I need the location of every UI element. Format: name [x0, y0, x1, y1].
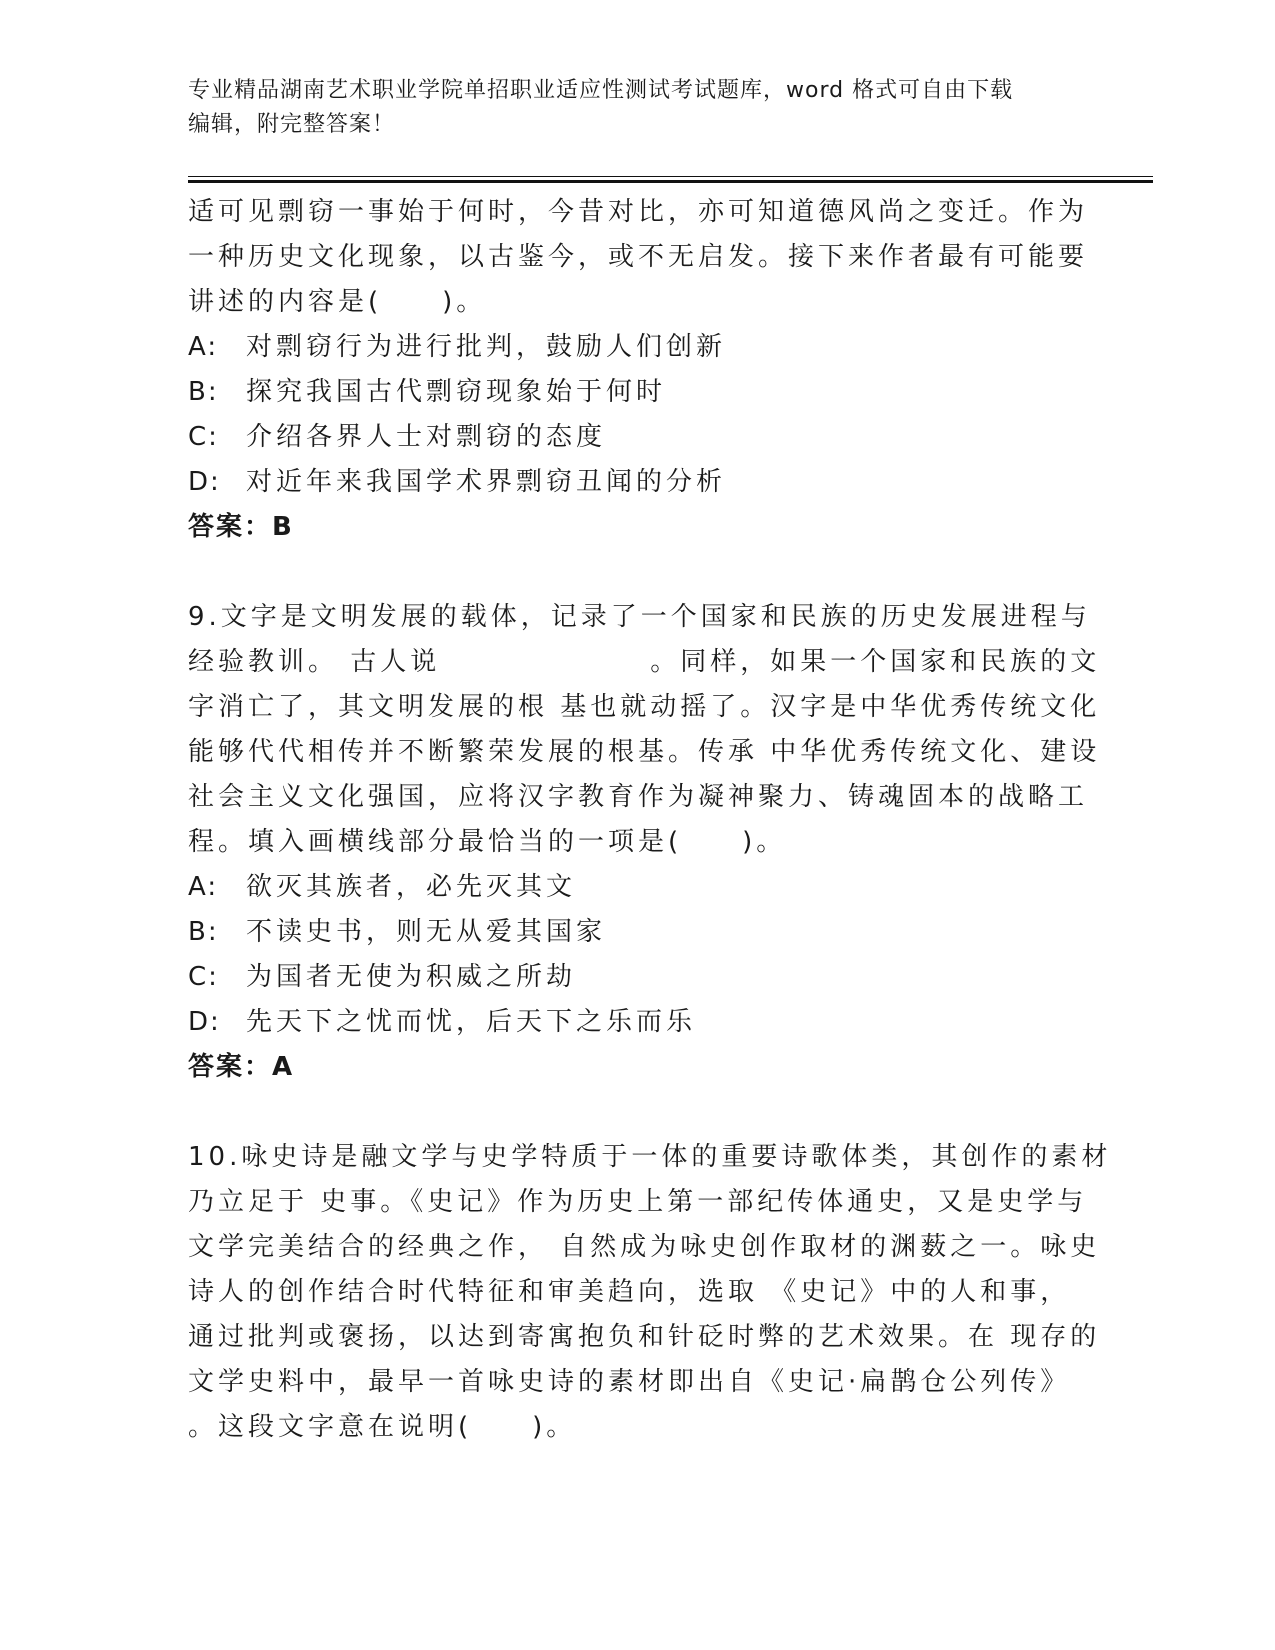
- q10-stem-line: 文学史料中，最早一首咏史诗的素材即出自《史记·扁鹊仓公列传》: [188, 1367, 1071, 1397]
- option-text: 对剽窃行为进行批判，鼓励人们创新: [246, 332, 727, 362]
- option-text: 不读史书，则无从爱其国家: [246, 917, 607, 947]
- q8-answer: 答案：B: [188, 512, 294, 542]
- q8-stem-line: 适可见剽窃一事始于何时，今昔对比，亦可知道德风尚之变迁。作为: [188, 197, 1089, 227]
- option-letter: D:: [188, 1007, 221, 1037]
- header-line-1: 专业精品湖南艺术职业学院单招职业适应性测试考试题库，word 格式可自由下载: [188, 78, 1014, 103]
- q10-stem-line: 乃立足于 史事。《史记》作为历史上第一部纪传体通史，又是史学与: [188, 1187, 1088, 1217]
- spacer: [188, 1090, 1088, 1135]
- q9-answer: 答案：A: [188, 1052, 295, 1082]
- q9-stem-line: 字消亡了，其文明发展的根 基也就动摇了。汉字是中华优秀传统文化: [188, 692, 1101, 722]
- question-8: [188, 190, 1088, 550]
- q9-stem-line: 程。填入画横线部分最恰当的一项是( )。: [188, 827, 787, 857]
- option-letter: C:: [188, 962, 219, 992]
- spacer: [188, 550, 1088, 595]
- q9-stem-line: 9.文字是文明发展的载体，记录了一个国家和民族的历史发展进程与: [188, 602, 1091, 632]
- option-text: 先天下之忧而忧，后天下之乐而乐: [246, 1007, 697, 1037]
- document-body: [188, 190, 1112, 1450]
- option-text: 介绍各界人士对剽窃的态度: [246, 422, 607, 452]
- option-text: 对近年来我国学术界剽窃丑闻的分析: [246, 467, 727, 497]
- option-text: 欲灭其族者，必先灭其文: [246, 872, 577, 902]
- option-letter: A:: [188, 872, 219, 902]
- option-letter: A:: [188, 332, 219, 362]
- q10-stem-line: 10.咏史诗是融文学与史学特质于一体的重要诗歌体类，其创作的素材: [188, 1142, 1112, 1172]
- option-text: 为国者无使为积威之所劫: [246, 962, 577, 992]
- option-letter: D:: [188, 467, 221, 497]
- option-letter: B:: [188, 377, 219, 407]
- q8-stem-line: 一种历史文化现象，以古鉴今，或不无启发。接下来作者最有可能要: [188, 242, 1089, 272]
- q8-option-c: [188, 415, 1088, 460]
- option-text: 探究我国古代剽窃现象始于何时: [246, 377, 667, 407]
- question-9: [188, 595, 1101, 1090]
- q8-option-a: [188, 325, 1088, 370]
- q9-option-c: [188, 955, 1088, 1000]
- q9-option-b: [188, 910, 1088, 955]
- q10-stem-line: 通过批判或褒扬，以达到寄寓抱负和针砭时弊的艺术效果。在 现存的: [188, 1322, 1101, 1352]
- header-divider: [188, 176, 1153, 183]
- q8-option-b: [188, 370, 1088, 415]
- q9-option-a: [188, 865, 1088, 910]
- option-letter: B:: [188, 917, 219, 947]
- header-line-2: 编辑，附完整答案！: [188, 112, 396, 137]
- q10-stem-line: 。这段文字意在说明( )。: [188, 1412, 577, 1442]
- q8-option-d: [188, 460, 1088, 505]
- page-header: [188, 74, 1068, 142]
- q9-option-d: [188, 1000, 1088, 1045]
- q9-stem-line: 经验教训。 古人说 。同样，如果一个国家和民族的文: [188, 647, 1101, 677]
- q8-stem-line: 讲述的内容是( )。: [188, 287, 487, 317]
- q10-stem-line: 诗人的创作结合时代特征和审美趋向，选取 《史记》中的人和事，: [188, 1277, 1071, 1307]
- option-letter: C:: [188, 422, 219, 452]
- q9-stem-line: 社会主义文化强国，应将汉字教育作为凝神聚力、铸魂固本的战略工: [188, 782, 1089, 812]
- q10-stem-line: 文学完美结合的经典之作， 自然成为咏史创作取材的渊薮之一。咏史: [188, 1232, 1101, 1262]
- question-10: [188, 1135, 1112, 1450]
- q9-stem-line: 能够代代相传并不断繁荣发展的根基。传承 中华优秀传统文化、建设: [188, 737, 1101, 767]
